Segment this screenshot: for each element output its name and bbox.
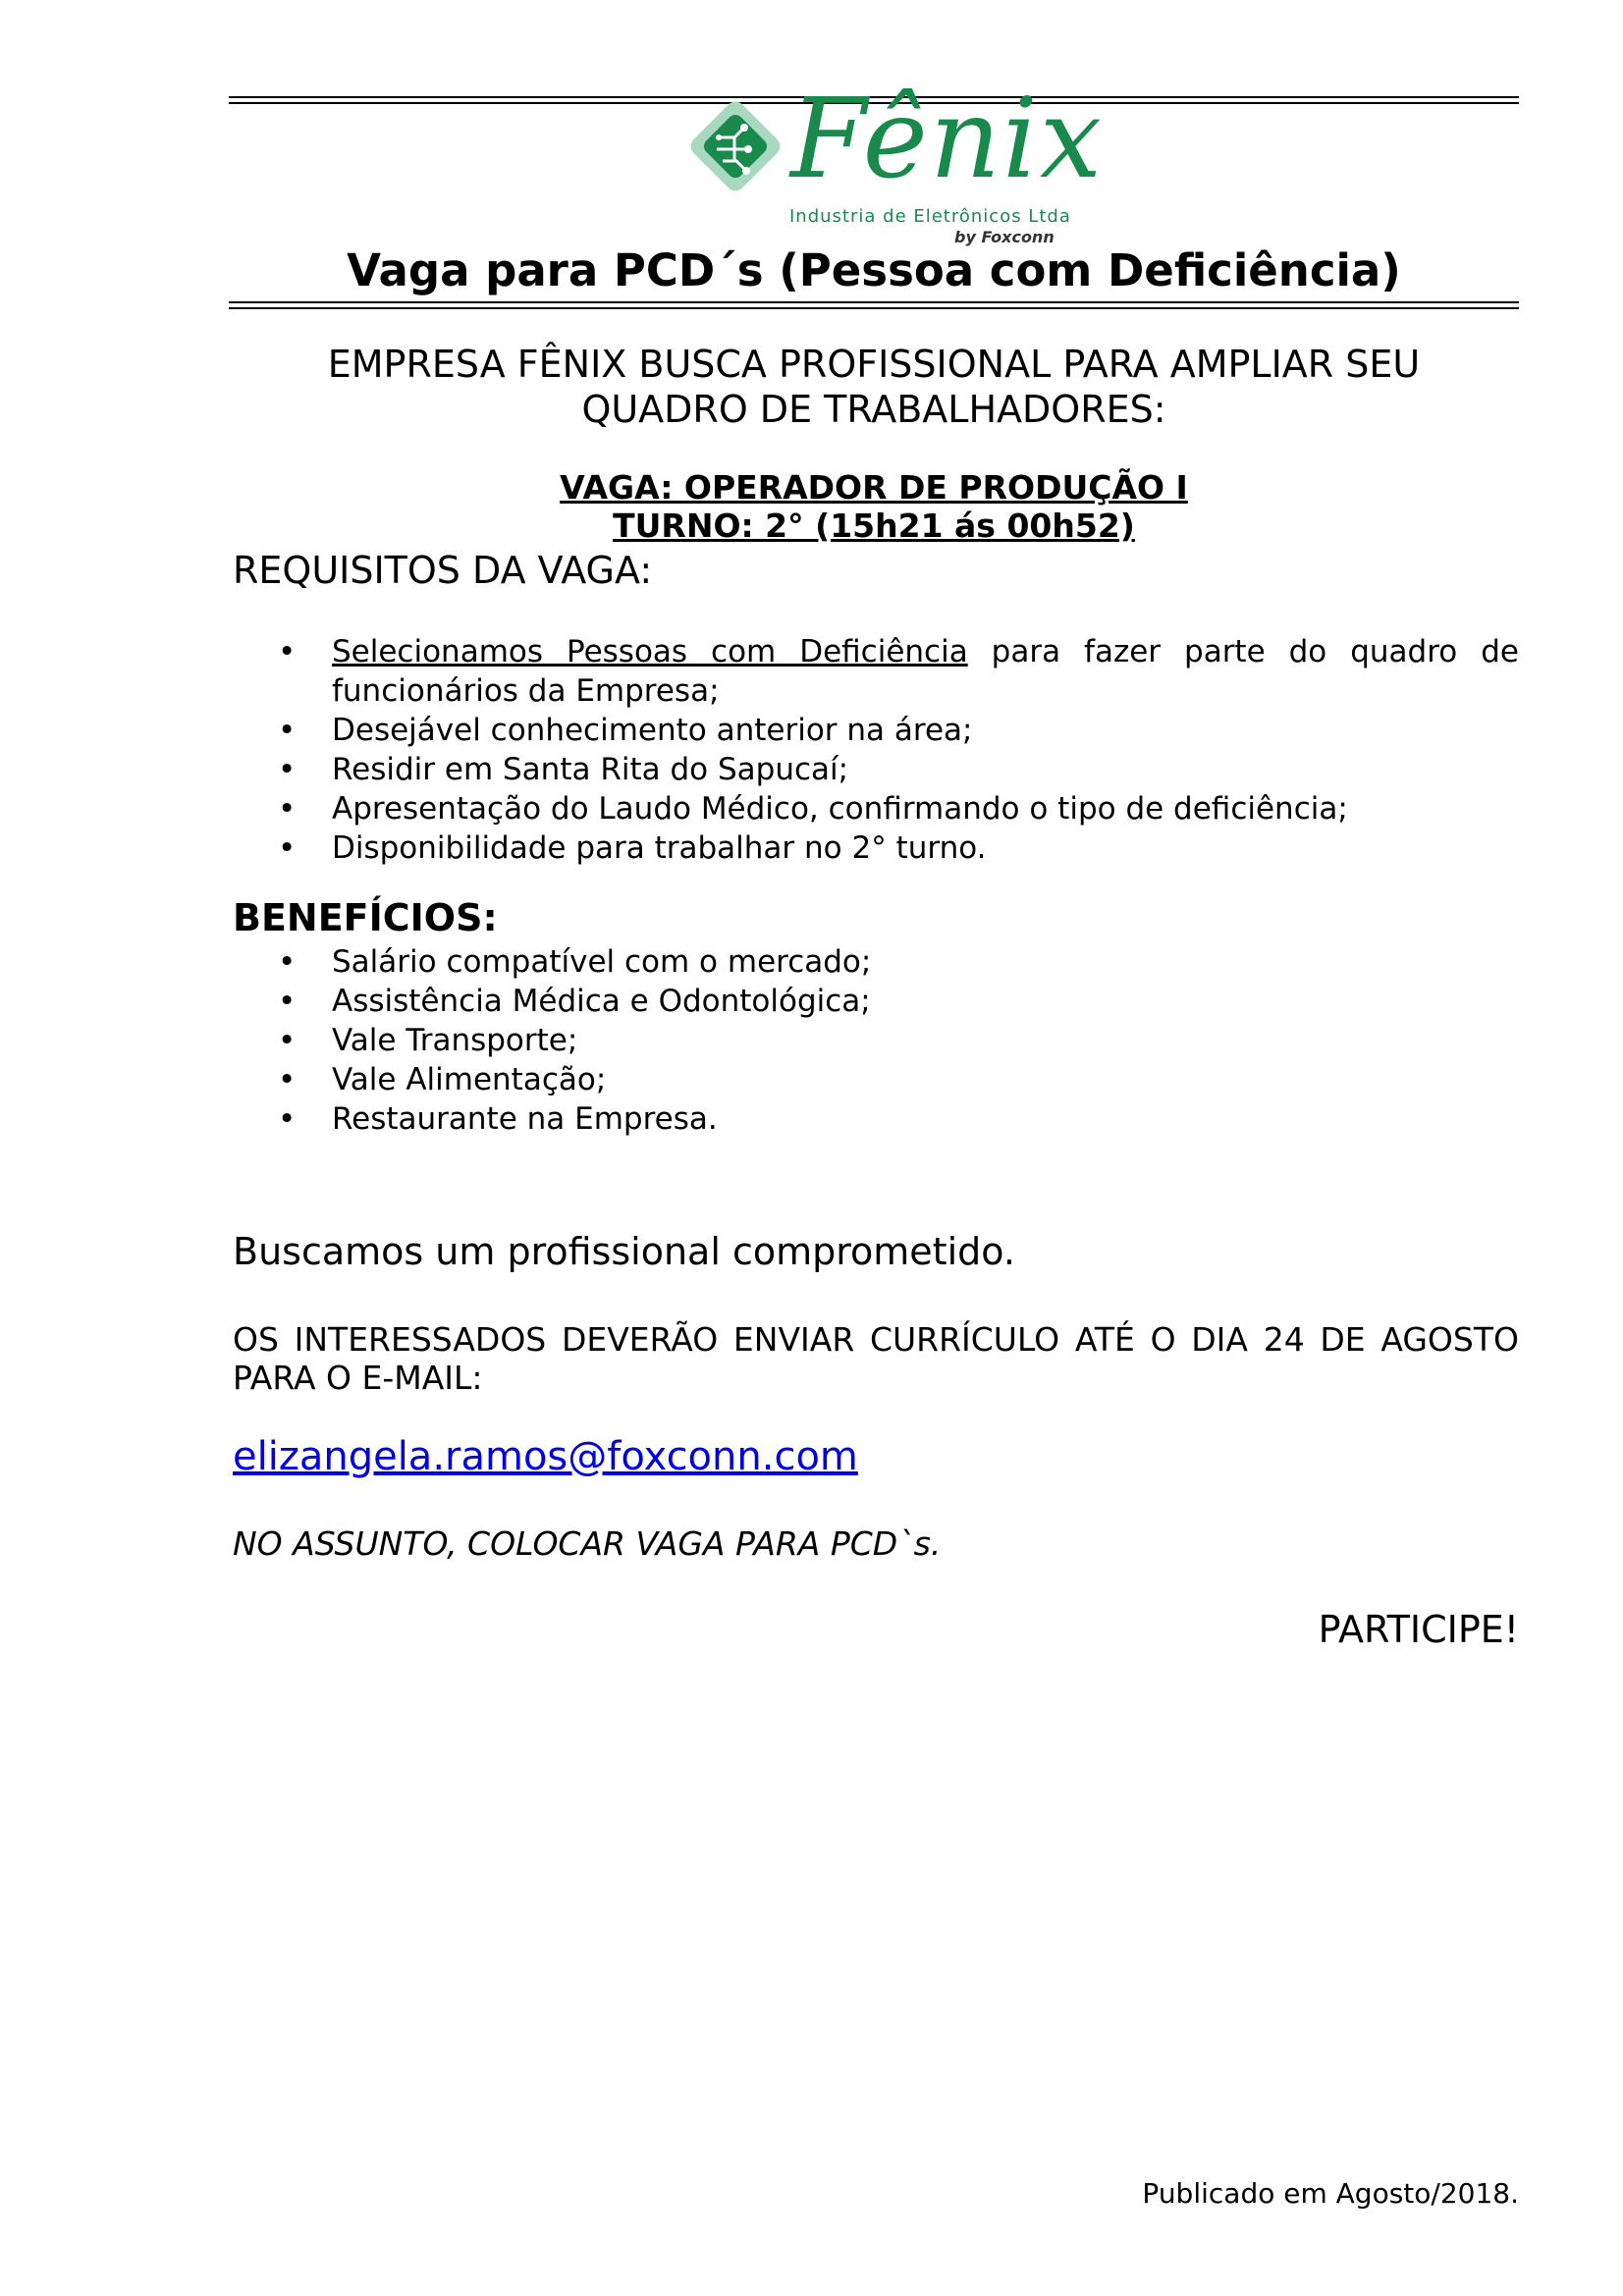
list-item bbox=[233, 632, 1519, 711]
requirements-heading: REQUISITOS DA VAGA: bbox=[233, 549, 653, 592]
title-rule-inner bbox=[229, 307, 1519, 309]
job-position: VAGA: OPERADOR DE PRODUÇÃO I bbox=[560, 468, 1188, 507]
job-shift: TURNO: 2° (15h21 ás 00h52) bbox=[613, 507, 1135, 545]
subject-note: NO ASSUNTO, COLOCAR VAGA PARA PCD`s. bbox=[233, 1524, 942, 1563]
list-item: • Vale Transporte; bbox=[233, 1021, 1519, 1060]
list-item: • Disponibilidade para trabalhar no 2° turno. bbox=[233, 828, 1519, 868]
circuit-board-diamond-icon bbox=[687, 98, 785, 208]
logo-subtitle: Industria de Eletrônicos Ltda bbox=[789, 206, 1071, 227]
intro-line-2: QUADRO DE TRABALHADORES: bbox=[581, 388, 1166, 431]
intro-text bbox=[229, 342, 1519, 432]
closing-statement: Buscamos um profissional comprometido. bbox=[233, 1230, 1015, 1273]
list-item: • Salário compatível com o mercado; bbox=[233, 942, 1519, 982]
benefits-list bbox=[233, 942, 1519, 1139]
email-link[interactable]: elizangela.ramos@foxconn.com bbox=[233, 1434, 858, 1479]
logo-byline: by Foxconn bbox=[954, 228, 1055, 246]
intro-line-1: EMPRESA FÊNIX BUSCA PROFISSIONAL PARA AMPLIAR SEU bbox=[327, 343, 1421, 386]
logo-wordmark: Fênix bbox=[790, 76, 1104, 203]
application-instructions: OS INTERESSADOS DEVERÃO ENVIAR CURRÍCULO ATÉ O DIA 24 DE AGOSTO PARA O E-MAIL: bbox=[233, 1320, 1519, 1397]
list-item: • Restaurante na Empresa. bbox=[233, 1099, 1519, 1139]
list-item: • Vale Alimentação; bbox=[233, 1060, 1519, 1099]
requirement-rest: para fazer parte do quadro de funcionários da Empresa; bbox=[332, 634, 1519, 709]
title-rule bbox=[229, 301, 1519, 303]
requirement-highlight: Selecionamos Pessoas com Deficiência bbox=[332, 634, 968, 669]
company-logo bbox=[687, 76, 1104, 255]
call-to-action: PARTICIPE! bbox=[1318, 1608, 1519, 1651]
document-title: Vaga para PCD´s (Pessoa com Deficiência) bbox=[347, 244, 1401, 296]
list-item: • Residir em Santa Rita do Sapucaí; bbox=[233, 750, 1519, 789]
benefits-heading: BENEFÍCIOS: bbox=[233, 896, 498, 939]
list-item: • Apresentação do Laudo Médico, confirmando o tipo de deficiência; bbox=[233, 789, 1519, 828]
requirements-list bbox=[233, 632, 1519, 868]
job-info bbox=[229, 468, 1519, 545]
list-item: • Assistência Médica e Odontológica; bbox=[233, 982, 1519, 1021]
list-item: • Desejável conhecimento anterior na área; bbox=[233, 711, 1519, 750]
publication-date: Publicado em Agosto/2018. bbox=[1142, 2177, 1519, 2210]
